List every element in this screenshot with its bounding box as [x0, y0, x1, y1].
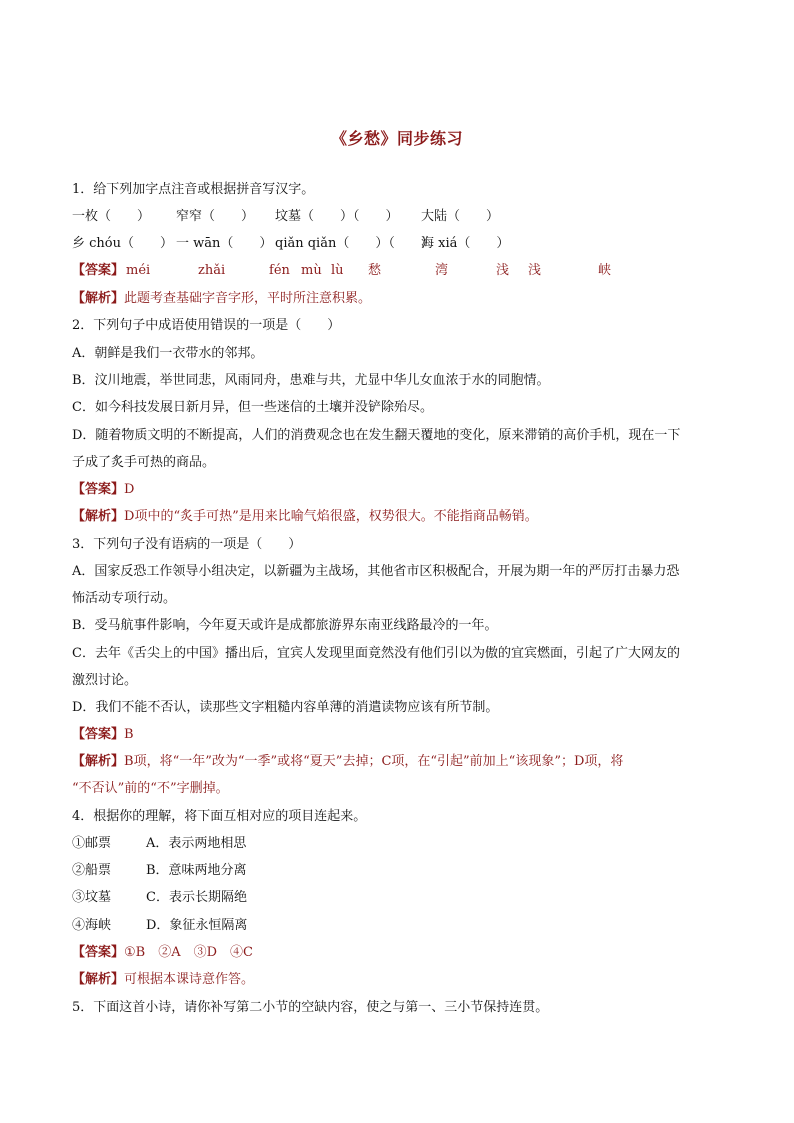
q4-right-item: D．象征永恒隔离: [146, 918, 248, 933]
q1-stem: 1．给下列加字点注音或根据拼音写汉字。: [72, 182, 315, 197]
q3-analysis-cont: “不否认”前的“不”字删掉。: [72, 781, 229, 796]
answer-text: D: [124, 482, 135, 497]
q1-analysis: [72, 290, 724, 307]
analysis-tag: 【解析】: [72, 509, 125, 524]
answer-item: 峡: [598, 263, 612, 278]
q4-left-item: ③坟墓: [72, 890, 112, 905]
answer-item: 浅: [528, 263, 542, 278]
q3-answer: [72, 726, 724, 743]
answer-text: B: [124, 727, 134, 742]
q3-option-c-cont: 激烈讨论。: [72, 673, 138, 688]
q3-option-a-cont: 怖活动专项行动。: [72, 591, 177, 606]
q4-left-item: ④海峡: [72, 918, 112, 933]
q4-row: [72, 889, 724, 906]
q2-stem: 2．下列句子中成语使用错误的一项是（ ）: [72, 318, 341, 333]
q4-left-item: ①邮票: [72, 836, 112, 851]
q1-row1-item: 窄窄（ ）: [176, 209, 255, 224]
page-title: 《乡愁》同步练习: [330, 129, 463, 148]
q1-row1-item: 坟墓（ ）（ ）: [275, 209, 399, 224]
analysis-tag: 【解析】: [72, 972, 125, 987]
q4-row: [72, 917, 724, 934]
answer-item: fén: [269, 263, 290, 278]
answer-item: 湾: [435, 263, 449, 278]
answer-item: zhǎi: [198, 263, 226, 278]
q3-option-d: D．我们不能不否认，读那些文字粗糙内容单薄的消遣读物应该有所节制。: [72, 700, 499, 715]
q1-row1-item: 一枚（ ）: [72, 209, 151, 224]
answer-item: 浅: [496, 263, 510, 278]
q1-row2-item: 海 xiá（ ）: [421, 236, 510, 251]
q4-left-item: ②船票: [72, 863, 112, 878]
q3-option-b: B．受马航事件影响，今年夏天或许是成都旅游界东南亚线路最冷的一年。: [72, 618, 498, 633]
q5-stem: 5．下面这首小诗，请你补写第二小节的空缺内容，使之与第一、三小节保持连贯。: [72, 1000, 549, 1015]
analysis-text: 此题考查基础字音字形，平时所注意积累。: [124, 291, 372, 306]
q2-option-d-cont: 子成了炙手可热的商品。: [72, 455, 216, 470]
q4-stem: 4．根据你的理解，将下面互相对应的项目连起来。: [72, 809, 367, 824]
answer-tag: 【答案】: [72, 945, 125, 960]
answer-item: mù: [301, 263, 322, 278]
q3-analysis: [72, 753, 724, 770]
answer-text: ①B ②A ③D ④C: [124, 945, 253, 960]
analysis-tag: 【解析】: [72, 291, 125, 306]
q2-option-d: D．随着物质文明的不断提高，人们的消费观念也在发生翻天覆地的变化，原来滞销的高价手机，现在一下: [72, 428, 681, 443]
q1-row1: [72, 208, 724, 225]
q4-row: [72, 862, 724, 879]
answer-item: 愁: [368, 263, 382, 278]
q2-option-c: C．如今科技发展日新月异，但一些迷信的土壤并没铲除殆尽。: [72, 400, 433, 415]
answer-tag: 【答案】: [72, 482, 125, 497]
q3-stem: 3．下列句子没有语病的一项是（ ）: [72, 537, 302, 552]
q2-analysis: [72, 508, 724, 525]
analysis-text: 可根据本课诗意作答。: [124, 972, 255, 987]
q1-row2-item: qiǎn qiǎn（ ）（ ）: [275, 236, 434, 251]
q2-option-b: B．汶川地震，举世同悲，风雨同舟，患难与共，尤显中华儿女血浓于水的同胞情。: [72, 373, 550, 388]
q4-right-item: C．表示长期隔绝: [146, 890, 247, 905]
q1-row2-item: 乡 chóu（ ）: [72, 236, 173, 251]
q4-row: [72, 835, 724, 852]
q3-option-c: C．去年《舌尖上的中国》播出后，宜宾人发现里面竟然没有他们引以为傲的宜宾燃面，引起了广大网友的: [72, 646, 680, 661]
answer-tag: 【答案】: [72, 263, 125, 278]
q3-option-a: A．国家反恐工作领导小组决定，以新疆为主战场，其他省市区积极配合，开展为期一年的严厉打击暴力恐: [72, 564, 680, 579]
q4-analysis: [72, 971, 724, 988]
answer-item: méi: [126, 263, 151, 278]
analysis-text: D项中的“炙手可热”是用来比喻气焰很盛，权势很大。不能指商品畅销。: [124, 509, 538, 524]
analysis-text: B项，将“一年”改为“一季”或将“夏天”去掉；C项，在“引起”前加上“该现象”；D项，将: [124, 754, 624, 769]
answer-item: lù: [331, 263, 344, 278]
q1-row1-item: 大陆（ ）: [421, 209, 500, 224]
q2-answer: [72, 481, 724, 498]
q4-right-item: B．意味两地分离: [146, 863, 247, 878]
q2-option-a: A．朝鲜是我们一衣带水的邻邦。: [72, 346, 264, 361]
q1-row2: [72, 235, 724, 252]
q4-answer: [72, 944, 724, 961]
analysis-tag: 【解析】: [72, 754, 125, 769]
q1-row2-item: 一 wān（ ）: [176, 236, 273, 251]
answer-tag: 【答案】: [72, 727, 125, 742]
q4-right-item: A．表示两地相思: [146, 836, 247, 851]
q1-answer: [72, 262, 724, 279]
